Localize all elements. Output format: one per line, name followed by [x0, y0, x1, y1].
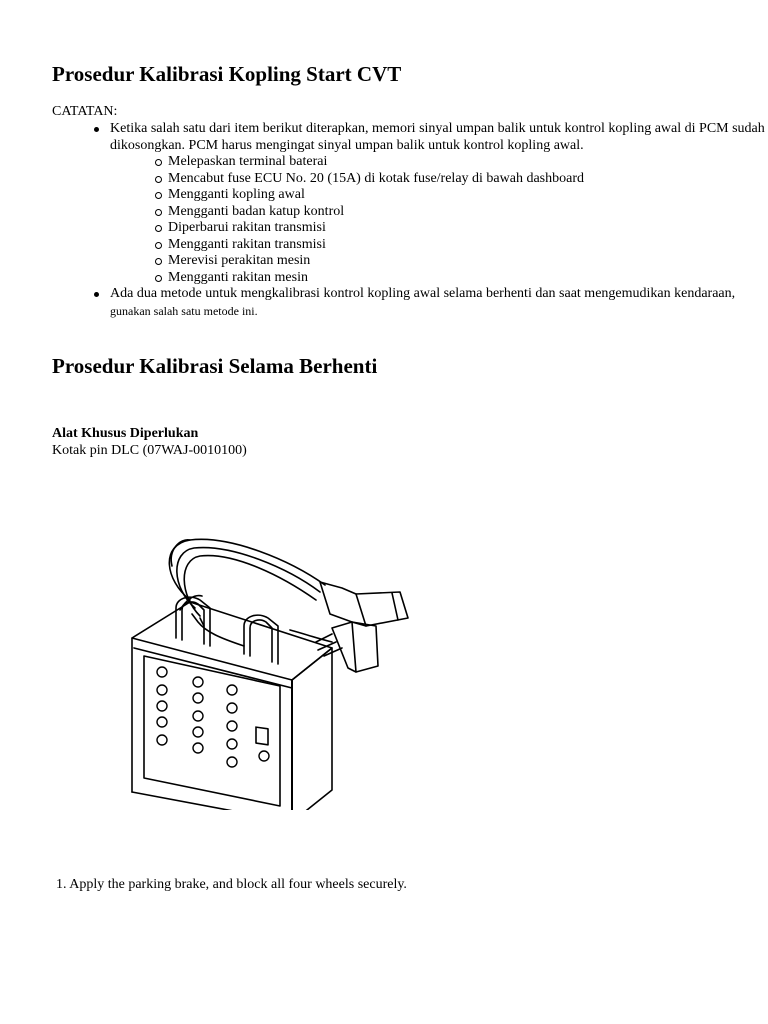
sub-list-item: Mencabut fuse ECU No. 20 (15A) di kotak fuse/relay di bawah dashboard	[168, 170, 585, 186]
section-title-calibration: Prosedur Kalibrasi Kopling Start CVT	[52, 62, 402, 86]
tools-heading: Alat Khusus Diperlukan	[52, 426, 199, 441]
sub-list-item: Mengganti rakitan transmisi	[168, 236, 326, 252]
note-bullet-1: Ketika salah satu dari item berikut diterapkan, memori sinyal umpan balik untuk kontrol kopling awal di PCM sudah dikosongkan. PCM harus mengingat sinyal umpan balik untuk kontrol kopling awal.	[110, 121, 765, 153]
sub-list-item: Mengganti kopling awal	[168, 187, 305, 202]
dlc-pin-box-illustration	[120, 530, 420, 810]
sub-list-item: Melepaskan terminal baterai	[168, 154, 328, 169]
note-bullet-2	[110, 286, 766, 320]
note-label: CATATAN:	[52, 104, 118, 119]
sub-list-item: Diperbarui rakitan transmisi	[168, 220, 326, 235]
sub-list-item: Merevisi perakitan mesin	[168, 253, 311, 268]
note-bullet-2-line-1: Ada dua metode untuk mengkalibrasi kontrol kopling awal selama berhenti dan saat mengemudikan kendaraan,	[110, 286, 736, 301]
note-bullet-2-line-2: gunakan salah satu metode ini.	[110, 303, 258, 318]
sub-list-item: Mengganti badan katup kontrol	[168, 203, 345, 219]
tools-value: Kotak pin DLC (07WAJ-0010100)	[52, 443, 247, 458]
sub-list-item: Mengganti rakitan mesin	[168, 269, 308, 285]
section-title-stopped: Prosedur Kalibrasi Selama Berhenti	[52, 354, 378, 378]
step-1: 1. Apply the parking brake, and block all four wheels securely.	[56, 877, 407, 892]
